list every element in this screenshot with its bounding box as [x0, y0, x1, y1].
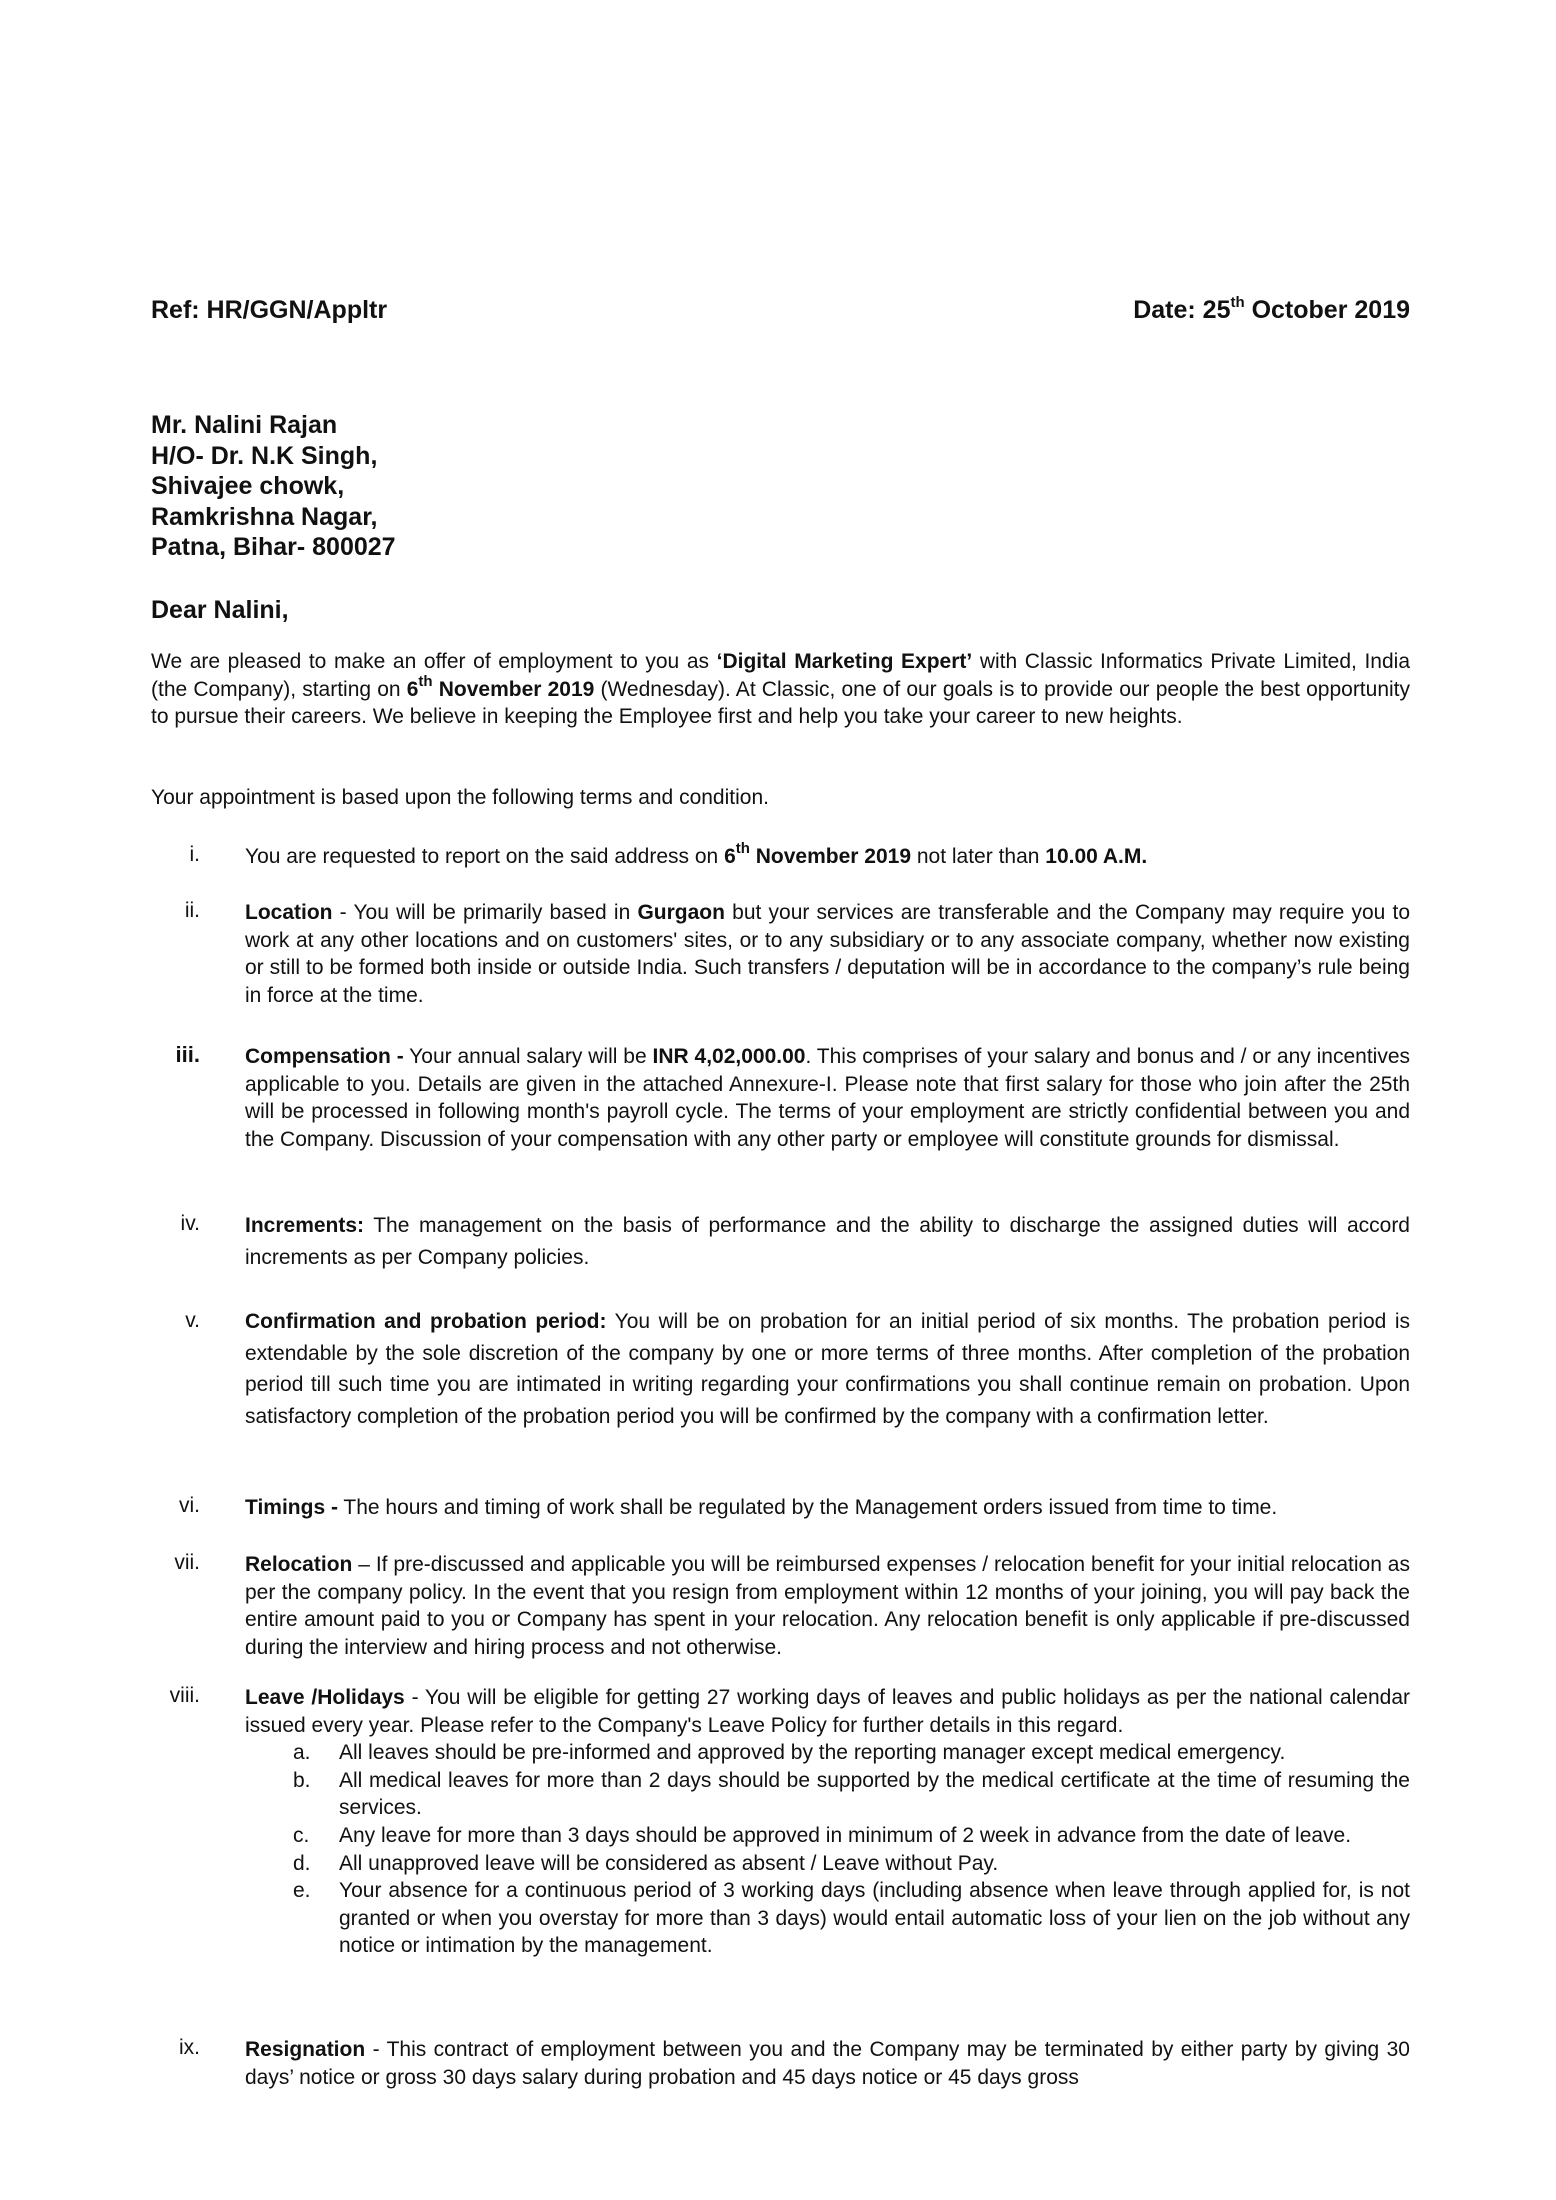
clause-number: iii.: [175, 1042, 200, 1067]
list-item: d. All unapproved leave will be considered as absent / Leave without Pay.: [293, 1851, 999, 1875]
address-line: Ramkrishna Nagar,: [151, 502, 378, 531]
letter-header: [151, 293, 1410, 330]
clause-leave-holidays: Leave /Holidays - You will be eligible for getting 27 working days of leaves and public holidays as per the national calendar issued every year. Please refer to the Company's Leave Policy for further details in this regard. a. All leaves should be pre-informed and approved by the reporting manager except medical emergency. b. All medical leaves for more than 2 days should be supported by the medical certificate at the time of resuming the services. c. Any leave for more than 3 days should be approved in minimum of 2 week in advance from the date of leave. d. All unapproved leave will be considered as absent / Leave without Pay. e. Your absence for a continuous period of 3 working days (including absence when leave through applied for, is not granted or when you overstay for more than 3 days) would entail automatic loss of your lien on the job without any notice or intimation by the management.: [245, 1684, 1410, 1960]
address-line: Mr. Nalini Rajan: [151, 411, 338, 439]
clause-probation: Confirmation and probation period: You will be on probation for an initial period of six months. The probation period is extendable by the sole discretion of the company by one or more terms of three months. After completion of the probation period till such time you are intimated in writing regarding your confirmations you shall continue remain on probation. Upon satisfactory completion of the probation period you will be confirmed by the company with a confirmation letter.: [245, 1310, 1410, 1428]
position-title: ‘Digital Marketing Expert’: [716, 650, 973, 673]
clause-number: i.: [189, 843, 200, 866]
clause-number: iv.: [180, 1212, 200, 1235]
clause-location: Location - You will be primarily based in Gurgaon but your services are transferable and the Company may require you to work at any other locations and on customers' sites, or to any subsidiary or to any associate company, whether now existing or still to be formed both inside or outside India. Such transfers / deputation will be in accordance to the company’s rule being in force at the time.: [245, 901, 1410, 1007]
address-line: Patna, Bihar- 800027: [151, 533, 396, 561]
leave-rules-list: [245, 1739, 1410, 1960]
address-line: Shivajee chowk,: [151, 472, 345, 500]
list-item: c. Any leave for more than 3 days should be approved in minimum of 2 week in advance from the date of leave.: [293, 1823, 1352, 1847]
reference-number: Ref: HR/GGN/Appltr: [151, 296, 388, 324]
clause-number: vi.: [179, 1494, 200, 1517]
letter-date: Date: 25th October 2019: [1133, 293, 1410, 324]
list-item: b. All medical leaves for more than 2 days should be supported by the medical certificate at the time of resuming the services.: [293, 1768, 1410, 1820]
clause-number: ii.: [184, 899, 200, 922]
clause-timings: Timings - The hours and timing of work shall be regulated by the Management orders issued from time to time.: [245, 1496, 1278, 1519]
clause-number: vii.: [174, 1551, 200, 1574]
clause-number: ix.: [179, 2036, 200, 2059]
clause-reporting: You are requested to report on the said address on 6th November 2019 not later than 10.00 A.M.: [245, 840, 1148, 868]
terms-intro: Your appointment is based upon the following terms and condition.: [151, 786, 769, 809]
clause-compensation: Compensation - Your annual salary will be INR 4,02,000.00. This comprises of your salary and bonus and / or any incentives applicable to you. Details are given in the attached Annexure-I. Please note that first salary for those who join after the 25th will be processed in following month's payroll cycle. The terms of your employment are strictly confidential between you and the Company. Discussion of your compensation with any other party or employee will constitute grounds for dismissal.: [245, 1045, 1410, 1151]
clause-relocation: Relocation – If pre-discussed and applicable you will be reimbursed expenses / relocation benefit for your initial relocation as per the company policy. In the event that you resign from employment within 12 months of your joining, you will pay back the entire amount paid to you or Company has spent in your relocation. Any relocation benefit is only applicable if pre-discussed during the interview and hiring process and not otherwise.: [245, 1553, 1410, 1659]
clause-number: viii.: [169, 1684, 200, 1707]
clause-resignation: Resignation - This contract of employment between you and the Company may be terminated by either party by giving 30 days’ notice or gross 30 days salary during probation and 45 days notice or 45 days gross: [245, 2038, 1410, 2089]
recipient-address: [151, 410, 396, 563]
clause-number: v.: [185, 1309, 200, 1332]
list-item: a. All leaves should be pre-informed and approved by the reporting manager except medical emergency.: [293, 1741, 1286, 1765]
salutation: Dear Nalini,: [151, 596, 289, 624]
salary-amount: INR 4,02,000.00: [652, 1045, 806, 1068]
list-item: e. Your absence for a continuous period of 3 working days (including absence when leave through applied for, is not granted or when you overstay for more than 3 days) would entail automatic loss of your lien on the job without any notice or intimation by the management.: [293, 1879, 1410, 1958]
intro-paragraph: We are pleased to make an offer of employment to you as ‘Digital Marketing Expert’ with Classic Informatics Private Limited, India (the Company), starting on 6th November 2019 (Wednesday). At Classic, one of our goals is to provide our people the best opportunity to pursue their careers. We believe in keeping the Employee first and help you take your career to new heights.: [151, 650, 1411, 729]
start-date: 6th November 2019: [406, 672, 595, 701]
address-line: H/O- Dr. N.K Singh,: [151, 441, 378, 470]
clause-increments: Increments: The management on the basis of performance and the ability to discharge the assigned duties will accord increments as per Company policies.: [245, 1214, 1410, 1269]
